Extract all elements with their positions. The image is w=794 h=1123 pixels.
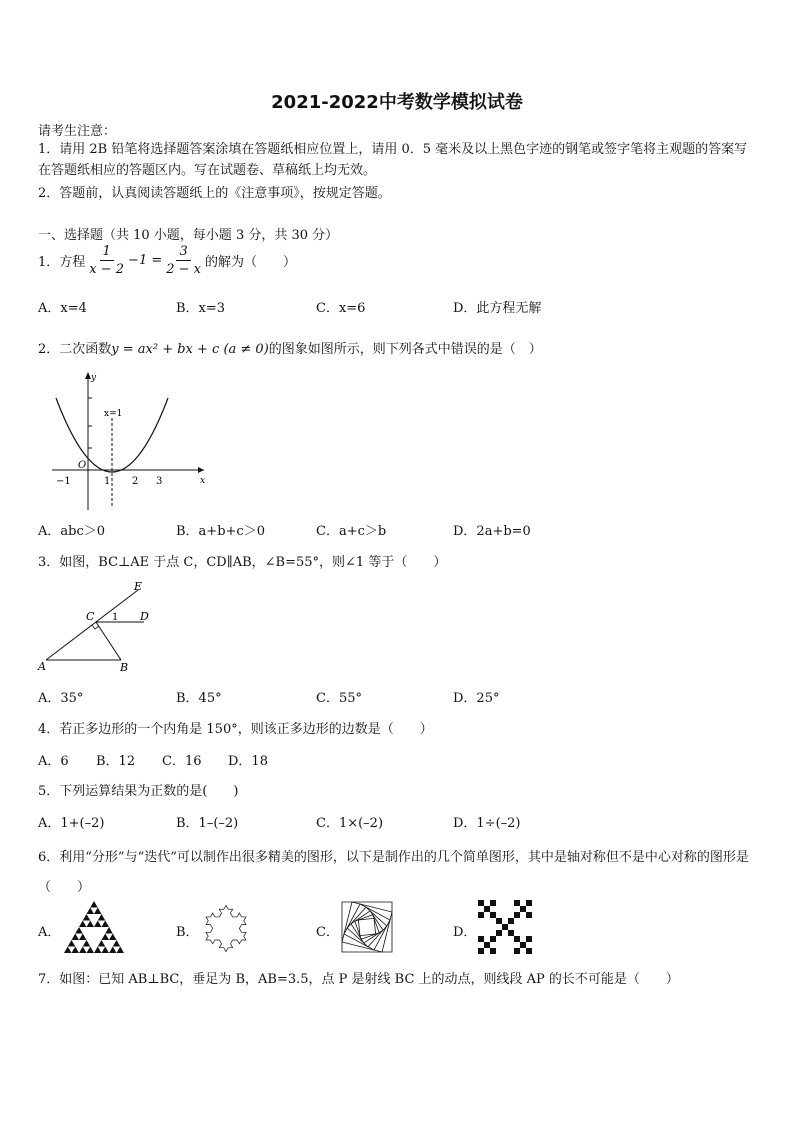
tick-label-3: 3 xyxy=(156,476,163,487)
section-heading: 一、选择题（共 10 小题，每小题 3 分，共 30 分） xyxy=(38,228,339,243)
question-6-stem: 6．利用“分形”与“迭代”可以制作出很多精美的图形，以下是制作出的几个简单图形，其中是轴对称但不是中心对称的图形是（ ） xyxy=(38,850,749,895)
q6-option-d-label: D． xyxy=(453,925,477,940)
question-5-stem: 5．下列运算结果为正数的是( ) xyxy=(38,784,239,799)
q1-option-b: B．x=3 xyxy=(176,301,226,316)
label-D: D xyxy=(140,610,149,623)
label-A: A xyxy=(38,660,46,673)
tick-label-1: 1 xyxy=(104,476,111,487)
sierpinski-triangle-figure xyxy=(62,900,126,954)
label-B: B xyxy=(120,661,129,674)
checker-cross-figure xyxy=(478,900,532,954)
q5-option-d: D．1÷(–2) xyxy=(453,816,521,831)
x-axis-arrow xyxy=(198,467,204,473)
q3-option-b: B．45° xyxy=(176,691,222,706)
q3-option-d: D．25° xyxy=(453,691,500,706)
q2-option-b: B．a+b+c＞0 xyxy=(176,524,265,539)
q6-option-c-label: C． xyxy=(316,925,339,940)
q2-option-c: C．a+c＞b xyxy=(316,524,387,539)
question-1-stem xyxy=(38,243,296,278)
q2-option-d: D．2a+b=0 xyxy=(453,524,531,539)
q2-prefix: 2．二次函数 xyxy=(38,342,112,357)
label-C: C xyxy=(86,610,95,623)
exam-title: 2021-2022中考数学模拟试卷 xyxy=(271,92,523,113)
q2-formula: y = ax² + bx + c (a ≠ 0) xyxy=(111,342,269,357)
line-BC xyxy=(96,622,121,660)
notice-heading: 请考生注意： xyxy=(38,124,117,139)
notice-item-2: 2．答题前，认真阅读答题纸上的《注意事项》，按规定答题。 xyxy=(38,186,391,201)
q3-option-c: C．55° xyxy=(316,691,362,706)
q5-option-c: C．1×(–2) xyxy=(316,816,384,831)
q3-option-a: A．35° xyxy=(38,691,84,706)
label-E: E xyxy=(134,580,143,593)
x-axis-label: x xyxy=(200,476,206,486)
q1-option-d: D．此方程无解 xyxy=(453,301,542,316)
koch-snowflake-figure xyxy=(198,900,254,956)
q6-option-b-label: B． xyxy=(176,925,199,940)
tick-label-minus1: −1 xyxy=(56,476,71,487)
question-2-stem xyxy=(38,338,542,357)
q1-fraction-2: $\frac{3}{2 - x}$ xyxy=(166,244,202,277)
label-angle-1: 1 xyxy=(112,612,119,623)
y-axis-label: y xyxy=(91,373,97,383)
q4-option-c: C．16 xyxy=(162,754,202,769)
q6-option-a-label: A． xyxy=(38,925,61,940)
notice-item-1: 1．请用 2B 铅笔将选择题答案涂填在答题纸相应位置上，请用 0．5 毫米及以上黑色字迹的钢笔或签字笔将主观题的答案写在答题纸相应的答题区内。写在试题卷、草稿纸上均无效。 xyxy=(38,142,748,178)
q3-geometry-figure xyxy=(34,578,164,678)
q2-option-a: A．abc＞0 xyxy=(38,524,106,539)
symmetry-axis-label: x=1 xyxy=(104,409,123,419)
q2-parabola-graph xyxy=(46,368,211,513)
q1-suffix: 的解为（ ） xyxy=(205,255,297,270)
tick-label-2: 2 xyxy=(132,476,139,487)
origin-label: O xyxy=(78,460,87,471)
question-3-stem: 3．如图，BC⊥AE 于点 C，CD∥AB，∠B=55°，则∠1 等于（ ） xyxy=(38,555,447,570)
q1-prefix: 1．方程 xyxy=(38,255,86,270)
question-7-stem: 7．如图：已知 AB⊥BC，垂足为 B，AB=3.5，点 P 是射线 BC 上的动点，则线段 AP 的长不可能是（ ） xyxy=(38,972,679,987)
q1-option-a: A．x=4 xyxy=(38,301,87,316)
q5-option-b: B．1–(–2) xyxy=(176,816,239,831)
q5-option-a: A．1+(–2) xyxy=(38,816,105,831)
q4-option-d: D．18 xyxy=(228,754,268,769)
q1-mid: −1 = xyxy=(128,253,163,268)
q1-option-c: C．x=6 xyxy=(316,301,366,316)
q4-option-b: B．12 xyxy=(96,754,136,769)
q1-fraction-1: $\frac{1}{x - 2}$ xyxy=(89,244,125,277)
rotating-squares-figure xyxy=(340,900,394,954)
question-4-stem: 4．若正多边形的一个内角是 150°，则该正多边形的边数是（ ） xyxy=(38,722,433,737)
q4-option-a: A．6 xyxy=(38,754,69,769)
q2-suffix: 的图象如图所示，则下列各式中错误的是（ ） xyxy=(268,342,542,357)
